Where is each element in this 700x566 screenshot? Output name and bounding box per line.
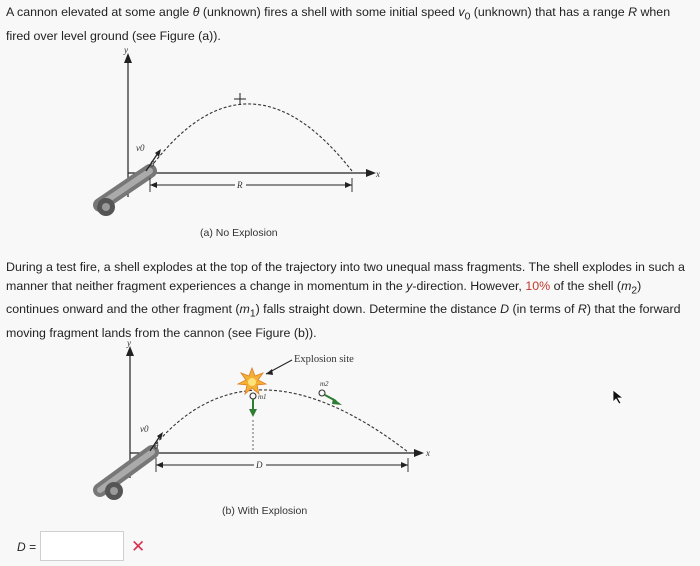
m1-label: m1 (258, 393, 267, 401)
theta-label: θ (154, 441, 159, 451)
figure-b-caption: (b) With Explosion (222, 505, 308, 517)
theta-label: θ (150, 159, 155, 169)
y-axis-label: y (127, 338, 131, 348)
explosion-site-label: Explosion site (294, 354, 354, 365)
range-label: R (237, 180, 243, 190)
answer-input[interactable] (40, 531, 124, 561)
v0-label: v0 (136, 143, 145, 153)
cannon (100, 452, 152, 500)
x-axis-label: x (426, 448, 430, 458)
figure-b (80, 338, 450, 506)
x-axis-label: x (376, 169, 380, 179)
m2-label: m2 (320, 380, 329, 388)
answer-label: D = (17, 540, 37, 554)
y-axis-label: y (124, 45, 128, 55)
figure-a (70, 45, 390, 225)
fragment-m2 (319, 390, 325, 396)
distance-label: D (256, 460, 263, 470)
figure-a-caption: (a) No Explosion (200, 227, 278, 239)
cannon (97, 171, 150, 216)
mouse-cursor-icon (612, 389, 626, 405)
problem-intro: A cannon elevated at some angle θ (unknown) fires a shell with some initial speed $v_0$ (unknown) that has a range R when fired over level ground (see Figure (a)). (6, 5, 671, 43)
x-axis-arrow (414, 449, 424, 457)
fragment-m1 (250, 393, 256, 399)
v0-label: v0 (140, 424, 149, 434)
trajectory (154, 104, 352, 171)
incorrect-icon: ✕ (131, 537, 146, 556)
problem-body: During a test fire, a shell explodes at the top of the trajectory into two unequal mass fragments. The shell explodes in such a manner that neither fragment experiences a change in momentum in the y-direction. However, 10% of the shell $(m_2)$ continues onward and the other fragment $(m_1)$ falls straight down. Determine the distance D (in terms of R) that the forward moving fragment lands from the cannon (see Figure (b)). (6, 260, 685, 341)
x-axis-arrow (366, 169, 376, 177)
trajectory (156, 390, 408, 452)
